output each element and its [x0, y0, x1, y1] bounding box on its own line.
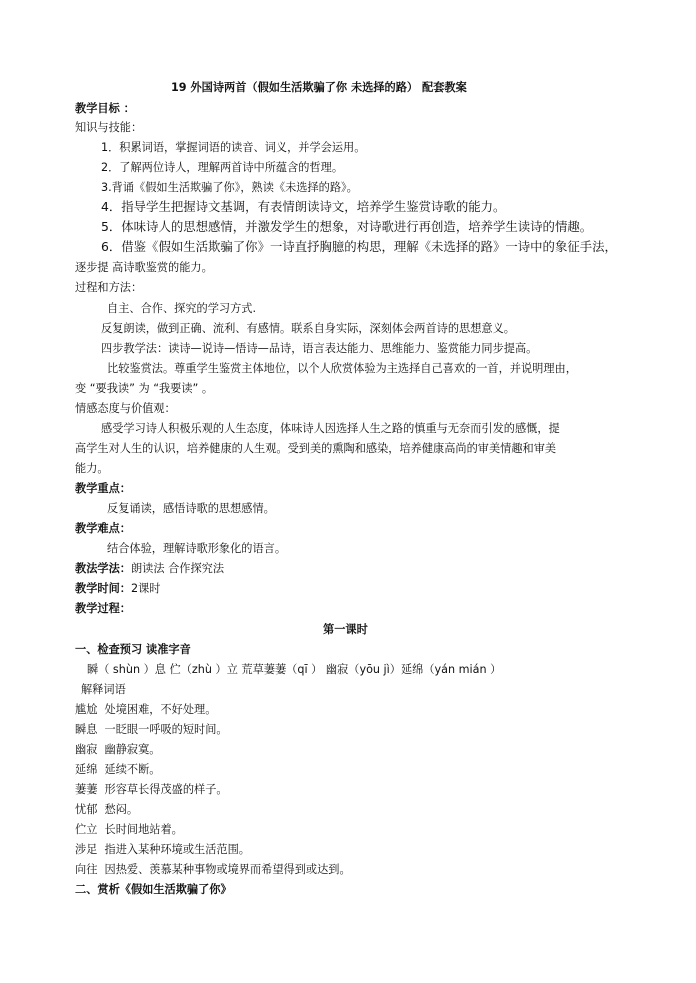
vocab-meaning: 形容草长得茂盛的样子。 [104, 783, 228, 796]
goals-label: 教学目标 ： [75, 102, 135, 115]
time-text: 2课时 [130, 582, 161, 595]
list-item [75, 781, 228, 799]
difficulties-text: 结合体验，理解诗歌形象化的语言。 [107, 542, 287, 555]
goal-k2: 2．了解两位诗人，理解两首诗中所蕴含的哲理。 [101, 161, 344, 174]
pinyin-line: 瞬（ shùn ）息 伫（zhù ）立 荒草萋萋（qī ） 幽寂（yōu jì）延绵（yán mián ） [87, 663, 502, 676]
vocab-meaning: 指进入某种环境或生活范围。 [104, 843, 250, 856]
list-item [75, 801, 138, 819]
vocab-meaning: 处境困难，不好处理。 [104, 703, 217, 716]
list-item [75, 821, 183, 839]
vocab-meaning: 愁闷。 [104, 803, 139, 816]
vocab-word: 幽寂 [75, 743, 98, 756]
time-row [75, 580, 160, 598]
list-item [75, 701, 216, 719]
vocab-word: 延绵 [75, 763, 98, 776]
process-p4b: 变 “要我读” 为 “我要读” 。 [75, 382, 214, 395]
difficulties-label: 教学难点： [75, 522, 131, 535]
emotion-label: 情感态度与价值观： [75, 402, 176, 415]
goal-k4: 4．指导学生把握诗文基调，有表情朗读诗文，培养学生鉴赏诗歌的能力。 [101, 199, 506, 214]
key-points-label: 教学重点： [75, 482, 131, 495]
section1-title: 一、检查预习 读准字音 [75, 643, 191, 656]
goal-k6b: 逐步提 高诗歌鉴赏的能力。 [75, 261, 213, 274]
vocab-meaning: 长时间地站着。 [104, 823, 183, 836]
process-title: 教学过程： [75, 602, 131, 615]
vocab-word: 伫立 [75, 823, 98, 836]
list-item [75, 861, 351, 879]
methods-text: 朗读法 合作探究法 [130, 562, 225, 575]
emotion-e3: 能力。 [75, 462, 109, 475]
vocab-word: 萋萋 [75, 783, 98, 796]
methods-row [75, 560, 224, 578]
emotion-e1: 感受学习诗人积极乐观的人生态度，体味诗人因选择人生之路的慎重与无奈而引发的感慨，提 [101, 422, 560, 435]
vocab-meaning: 因热爱、羡慕某种事物或境界而希望得到或达到。 [104, 863, 351, 876]
process-p4: 比较鉴赏法。尊重学生鉴赏主体地位，以个人欣赏体验为主选择自己喜欢的一首，并说明理由， [107, 362, 577, 375]
key-points-text: 反复诵读，感悟诗歌的思想感情。 [107, 502, 275, 515]
page-title: 19 外国诗两首（假如生活欺骗了你 未选择的路） 配套教案 [171, 81, 467, 94]
process-p1: 自主、合作、探究的学习方式. [107, 302, 256, 315]
lesson-title: 第一课时 [323, 623, 368, 636]
goal-k5: 5．体味诗人的思想感情，并激发学生的想象，对诗歌进行再创造，培养学生读诗的情趣。 [101, 219, 593, 234]
list-item [75, 741, 160, 759]
vocab-word: 忧郁 [75, 803, 98, 816]
goal-k3: 3.背诵《假如生活欺骗了你》，熟读《未选择的路》。 [101, 181, 358, 194]
process-label: 过程和方法： [75, 281, 143, 294]
emotion-e2: 高学生对人生的认识，培养健康的人生观。受到美的熏陶和感染，培养健康高尚的审美情趣和审美 [75, 442, 557, 455]
vocab-meaning: 延续不断。 [104, 763, 161, 776]
section2-title: 二、赏析《假如生活欺骗了你》 [75, 883, 232, 896]
process-p2: 反复朗读，做到正确、流利、有感情。联系自身实际，深刻体会两首诗的思想意义。 [101, 322, 515, 335]
vocab-word: 瞬息 [75, 723, 98, 736]
vocab-meaning: 一眨眼一呼吸的短时间。 [104, 723, 228, 736]
list-item [75, 841, 250, 859]
goal-k6a: 6．借鉴《假如生活欺骗了你》一诗直抒胸臆的构思，理解《未选择的路》一诗中的象征手法， [101, 239, 617, 254]
time-label: 教学时间： [75, 582, 131, 595]
vocab-word: 向往 [75, 863, 98, 876]
list-item [75, 761, 160, 779]
methods-label: 教法学法： [75, 562, 131, 575]
list-item [75, 721, 228, 739]
goal-k1: 1．积累词语，掌握词语的读音、词义，并学会运用。 [101, 141, 366, 154]
process-p3: 四步教学法：读诗—说诗—悟诗—品诗，语言表达能力、思维能力、鉴赏能力同步提高。 [101, 342, 538, 355]
vocab-word: 尴尬 [75, 703, 98, 716]
knowledge-label: 知识与技能： [75, 121, 143, 134]
vocab-label: 解释词语 [81, 683, 126, 696]
vocab-meaning: 幽静寂寞。 [104, 743, 161, 756]
vocab-word: 涉足 [75, 843, 98, 856]
